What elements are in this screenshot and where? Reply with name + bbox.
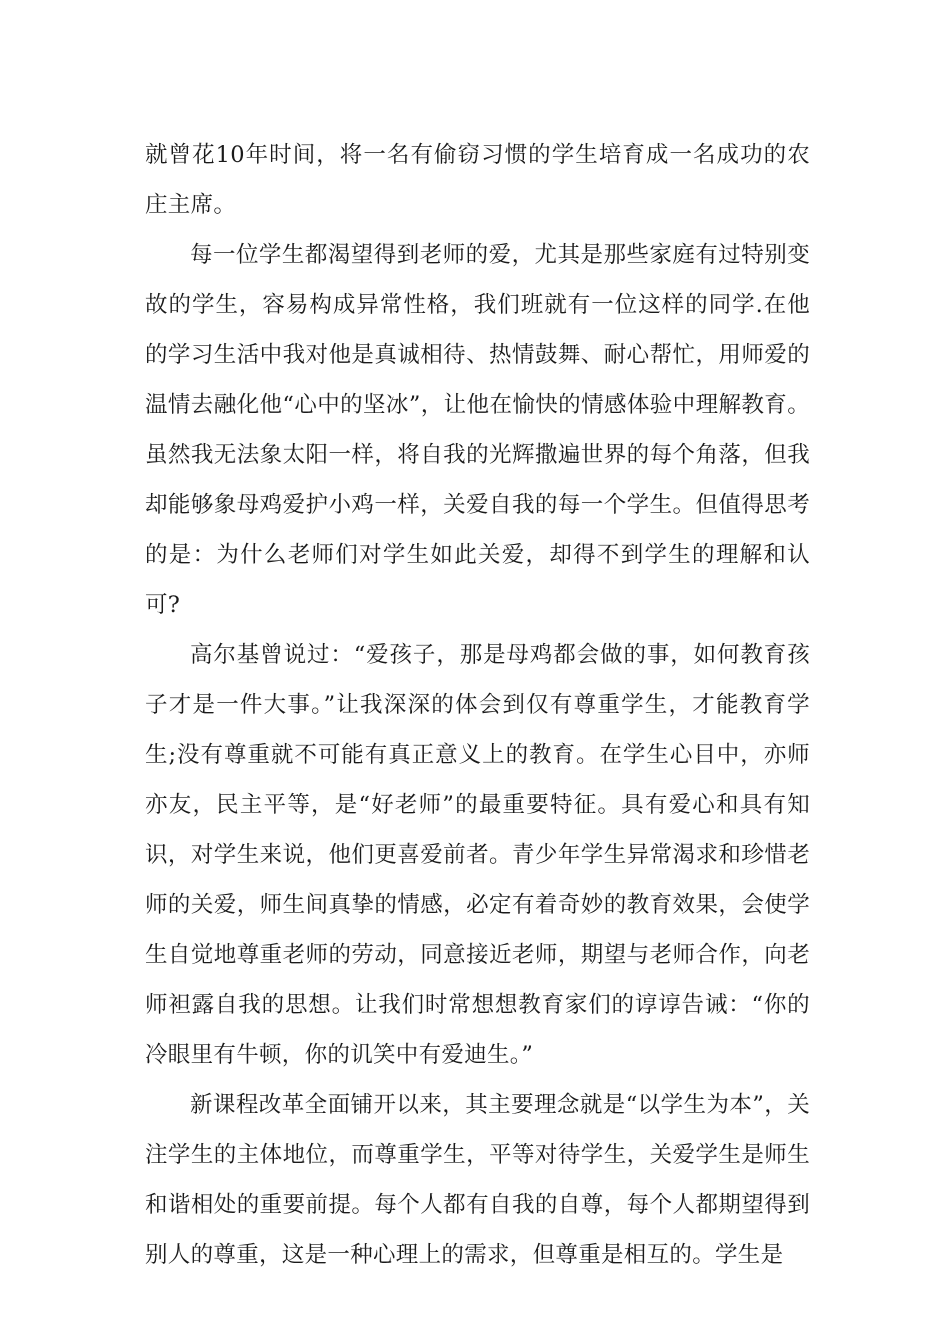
- paragraph-gorky-quote: 高尔基曾说过：“爱孩子，那是母鸡都会做的事，如何教育孩子才是一件大事。”让我深深的体会到仅有尊重学生，才能教育学生;没有尊重就不可能有真正意义上的教育。在学生心目中，亦师亦友，民主平等，是“好老师”的最重要特征。具有爱心和具有知识，对学生来说，他们更喜爱前者。青少年学生异常渴求和珍惜老师的关爱，师生间真挚的情感，必定有着奇妙的教育效果，会使学生自觉地尊重老师的劳动，同意接近老师，期望与老师合作，向老师袒露自我的思想。让我们时常想想教育家们的谆谆告诫：“你的冷眼里有牛顿，你的讥笑中有爱迪生。”: [145, 642, 810, 1068]
- document-body: [145, 130, 810, 1280]
- paragraph-continuation: 就曾花10年时间，将一名有偷窃习惯的学生培育成一名成功的农庄主席。: [145, 142, 810, 218]
- paragraph-student-love: 每一位学生都渴望得到老师的爱，尤其是那些家庭有过特别变故的学生，容易构成异常性格，我们班就有一位这样的同学.在他的学习生活中我对他是真诚相待、热情鼓舞、耐心帮忙，用师爱的温情去融化他“心中的坚冰”，让他在愉快的情感体验中理解教育。虽然我无法象太阳一样，将自我的光辉撒遍世界的每个角落，但我却能够象母鸡爱护小鸡一样，关爱自我的每一个学生。但值得思考的是：为什么老师们对学生如此关爱，却得不到学生的理解和认可?: [145, 242, 810, 618]
- paragraph-curriculum-reform: 新课程改革全面铺开以来，其主要理念就是“以学生为本”，关注学生的主体地位，而尊重学生，平等对待学生，关爱学生是师生和谐相处的重要前提。每个人都有自我的自尊，每个人都期望得到别人的尊重，这是一种心理上的需求，但尊重是相互的。学生是: [145, 1092, 810, 1268]
